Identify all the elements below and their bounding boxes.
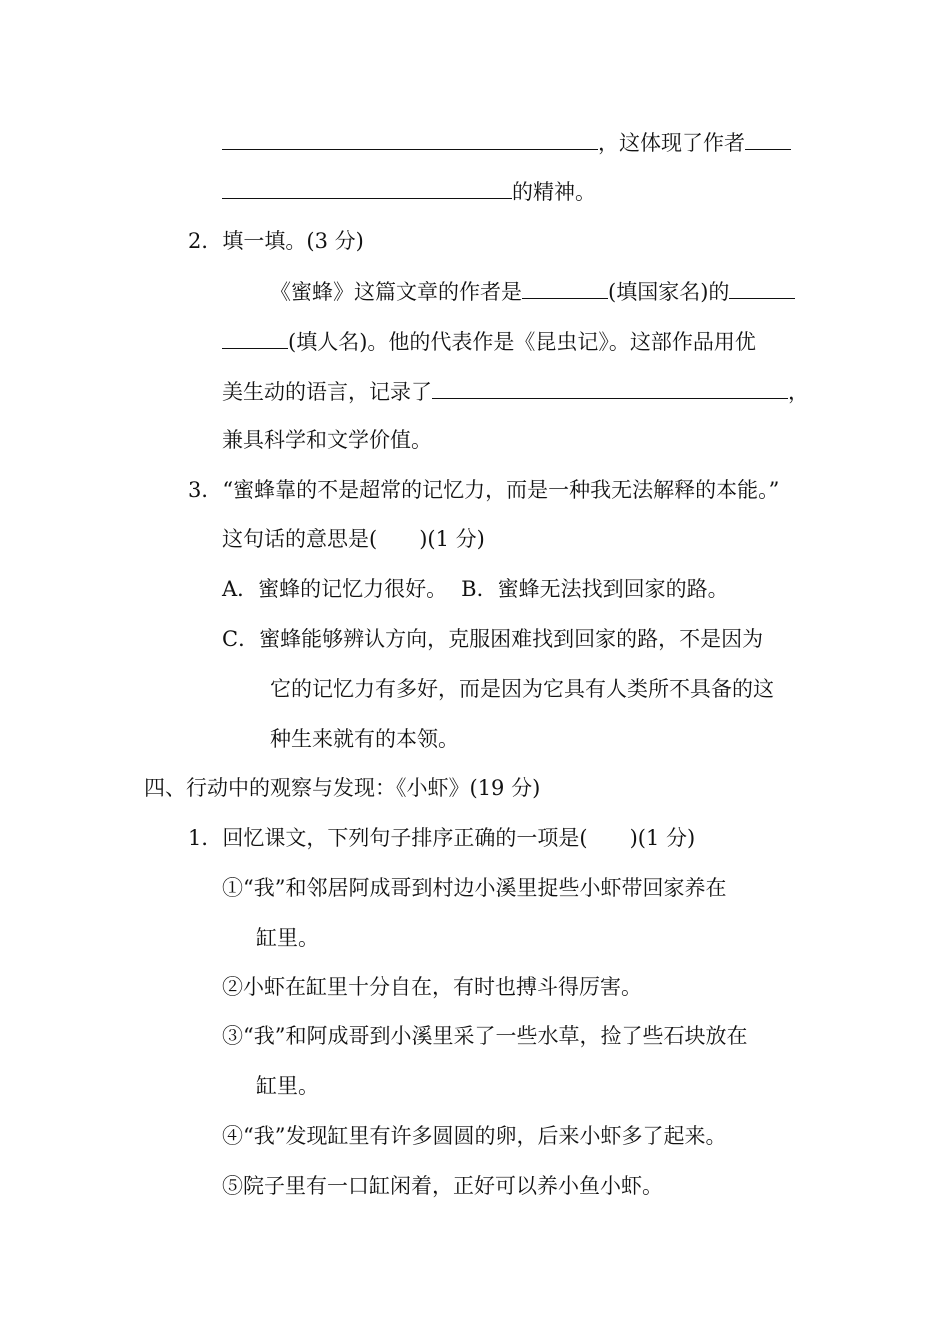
fill-blank-record[interactable] xyxy=(432,376,788,399)
answer-line-1: ，这体现了作者 xyxy=(222,127,791,157)
list-item-5: ⑤院子里有一口缸闲着，正好可以养小鱼小虾。 xyxy=(222,1174,663,1198)
list-item-4: ④“我”发现缸里有许多圆圆的卵，后来小虾多了起来。 xyxy=(222,1124,727,1148)
option-c-line-1[interactable]: C．蜜蜂能够辨认方向，克服困难找到回家的路，不是因为 xyxy=(222,627,764,651)
option-a[interactable]: A．蜜蜂的记忆力很好。 xyxy=(222,577,448,601)
fill-blank[interactable] xyxy=(745,127,791,150)
answer-line-2: 的精神。 xyxy=(222,176,596,206)
option-b[interactable]: B．蜜蜂无法找到回家的路。 xyxy=(461,577,729,601)
fill-blank[interactable] xyxy=(222,176,512,199)
section-4-heading: 四、行动中的观察与发现：《小虾》(19 分) xyxy=(144,776,541,800)
fill-blank-name[interactable] xyxy=(222,326,288,349)
option-c-line-3: 种生来就有的本领。 xyxy=(270,727,459,751)
list-item-3-line-2: 缸里。 xyxy=(256,1074,319,1098)
fill-blank-name[interactable] xyxy=(729,276,795,299)
question-3-options-ab xyxy=(222,574,729,604)
question-3-line-2: 这句话的意思是( )(1 分) xyxy=(222,527,485,551)
question-2-line-3: 美生动的语言，记录了 ， xyxy=(222,376,809,406)
fill-blank-country[interactable] xyxy=(522,276,608,299)
list-item-2: ②小虾在缸里十分自在，有时也搏斗得厉害。 xyxy=(222,975,642,999)
question-2-line-4: 兼具科学和文学价值。 xyxy=(222,428,432,452)
question-2-line-2: (填人名)。他的代表作是《昆虫记》。这部作品用优 xyxy=(222,326,756,356)
list-item-3-line-1: ③“我”和阿成哥到小溪里采了一些水草，捡了些石块放在 xyxy=(222,1024,748,1048)
question-2-title: 2．填一填。(3 分) xyxy=(188,229,364,253)
question-3-line-1: 3．“蜜蜂靠的不是超常的记忆力，而是一种我无法解释的本能。” xyxy=(188,478,780,502)
option-c-line-2: 它的记忆力有多好，而是因为它具有人类所不具备的这 xyxy=(270,677,774,701)
list-item-1-line-1: ①“我”和邻居阿成哥到村边小溪里捉些小虾带回家养在 xyxy=(222,876,727,900)
question-2-line-1: 《蜜蜂》这篇文章的作者是 (填国家名)的 xyxy=(270,276,795,306)
list-item-1-line-2: 缸里。 xyxy=(256,926,319,950)
fill-blank[interactable] xyxy=(222,127,598,150)
section-4-question-1: 1．回忆课文，下列句子排序正确的一项是( )(1 分) xyxy=(188,826,696,850)
